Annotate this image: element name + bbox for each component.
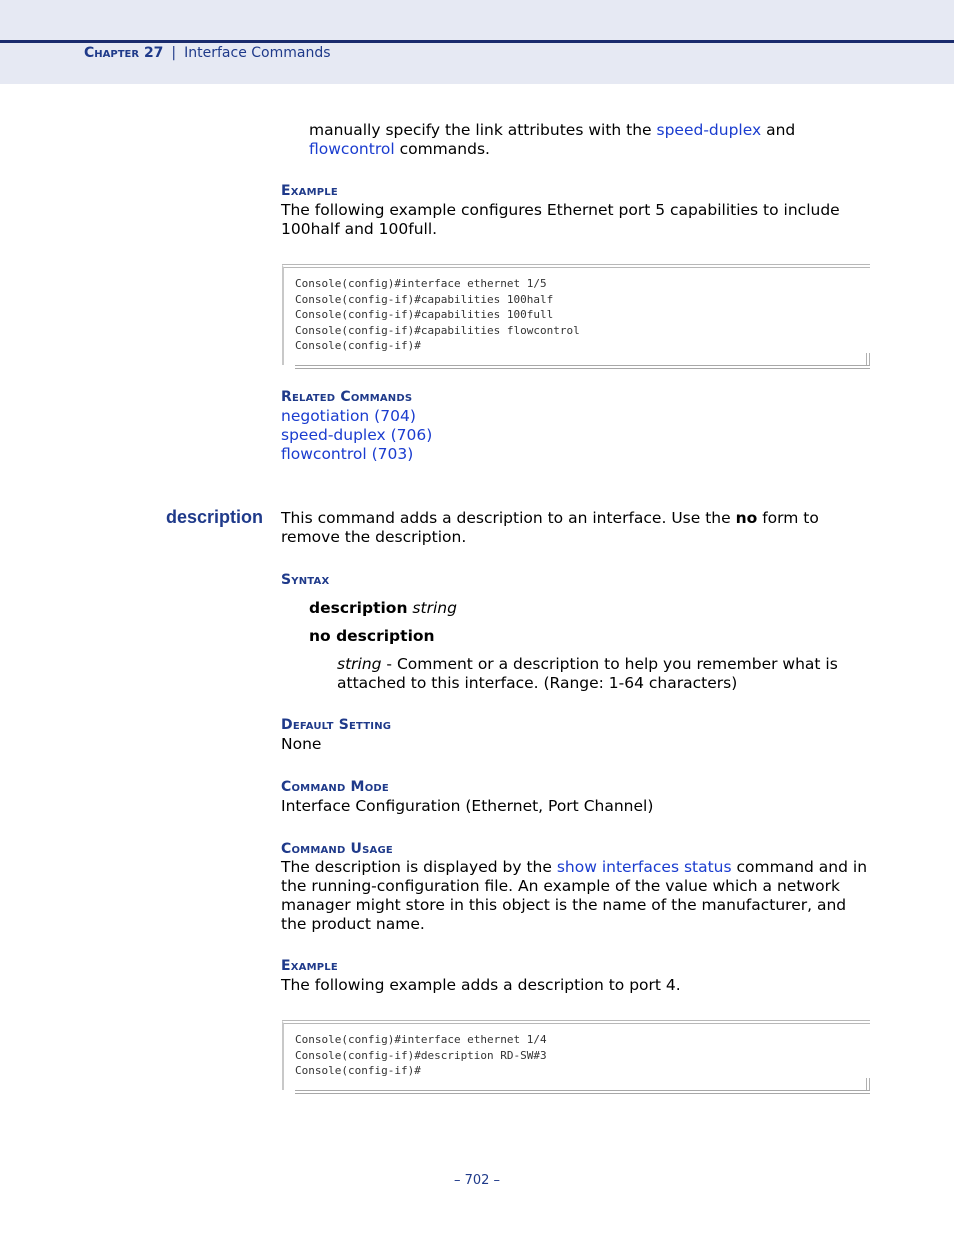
parameter-text: - Comment or a description to help you remember what is attached to this interface. (Range: 1-64 characters)	[337, 655, 838, 692]
intro-paragraph	[309, 121, 854, 159]
page-number: – 702 –	[453, 1173, 501, 1188]
parameter-description	[337, 655, 857, 693]
code-lines	[284, 1024, 870, 1085]
command-usage-text	[281, 858, 871, 934]
code-corner	[866, 353, 870, 365]
code-line: Console(config)#interface ethernet 1/5	[295, 277, 547, 290]
no-keyword: no	[735, 509, 758, 527]
intro-text: This command adds a description to an interface. Use the	[281, 509, 736, 527]
related-link-text[interactable]: flowcontrol (703)	[281, 445, 414, 463]
related-commands-heading: Related Commands	[281, 389, 413, 405]
command-usage-heading: Command Usage	[281, 841, 393, 857]
related-link-text[interactable]: negotiation (704)	[281, 407, 416, 425]
code-corner	[866, 1078, 870, 1090]
chapter-label: Chapter 27	[84, 45, 164, 61]
default-setting-heading: Default Setting	[281, 717, 392, 733]
syntax-line-1	[309, 599, 457, 618]
syntax-argument: string	[412, 599, 457, 617]
example-text: The following example configures Ethernet port 5 capabilities to include 100half and 100full.	[281, 201, 840, 238]
syntax-heading: Syntax	[281, 572, 330, 588]
command-mode-heading: Command Mode	[281, 779, 389, 795]
syntax-command: description	[309, 599, 408, 617]
code-lines	[284, 268, 870, 360]
speed-duplex-link[interactable]: speed-duplex	[656, 121, 762, 139]
code-bottom-rule	[295, 365, 870, 369]
page-header	[0, 0, 954, 84]
default-setting-value: None	[281, 735, 322, 753]
intro-text: manually specify the link attributes with the	[309, 121, 657, 139]
header-separator: |	[171, 45, 177, 61]
example-heading: Example	[281, 183, 338, 199]
usage-text: command and in the running-configuration file. An example of the value which a network manager might store in this object is the name of the manufacturer, and the product name.	[281, 858, 868, 933]
related-link-text[interactable]: speed-duplex (706)	[281, 426, 433, 444]
code-line: Console(config-if)#description RD-SW#3	[295, 1048, 547, 1062]
code-line: Console(config-if)#	[295, 339, 421, 352]
related-link-speed-duplex[interactable]	[281, 426, 432, 445]
code-bottom-rule	[295, 1090, 870, 1094]
syntax-line-2	[309, 627, 435, 646]
flowcontrol-link[interactable]: flowcontrol	[309, 140, 395, 158]
chapter-title: Interface Commands	[184, 45, 331, 61]
show-interfaces-status-link[interactable]: show interfaces status	[556, 858, 732, 876]
intro-text: and	[761, 121, 796, 139]
code-example-capabilities	[282, 264, 870, 365]
related-link-negotiation[interactable]	[281, 407, 416, 426]
intro-text: commands.	[394, 140, 490, 158]
code-example-description	[282, 1020, 870, 1090]
command-mode-value: Interface Configuration (Ethernet, Port Channel)	[281, 797, 654, 815]
code-line: Console(config-if)#capabilities flowcontrol	[295, 323, 580, 337]
related-link-flowcontrol[interactable]	[281, 445, 413, 464]
code-line: Console(config-if)#capabilities 100full	[295, 308, 554, 321]
intro-text: form to remove the description.	[281, 509, 819, 546]
syntax-command: no description	[309, 627, 435, 645]
usage-text: The description is displayed by the	[281, 858, 557, 876]
header-rule	[0, 40, 954, 43]
code-line: Console(config-if)#capabilities 100half	[295, 292, 554, 306]
example-text: The following example adds a description to port 4.	[281, 976, 681, 994]
code-line: Console(config-if)#	[295, 1064, 421, 1077]
code-line: Console(config)#interface ethernet 1/4	[295, 1033, 547, 1046]
command-title: description	[166, 507, 264, 527]
example-heading: Example	[281, 958, 338, 974]
parameter-name: string	[337, 655, 382, 673]
command-intro	[281, 509, 861, 547]
running-header	[84, 45, 331, 61]
